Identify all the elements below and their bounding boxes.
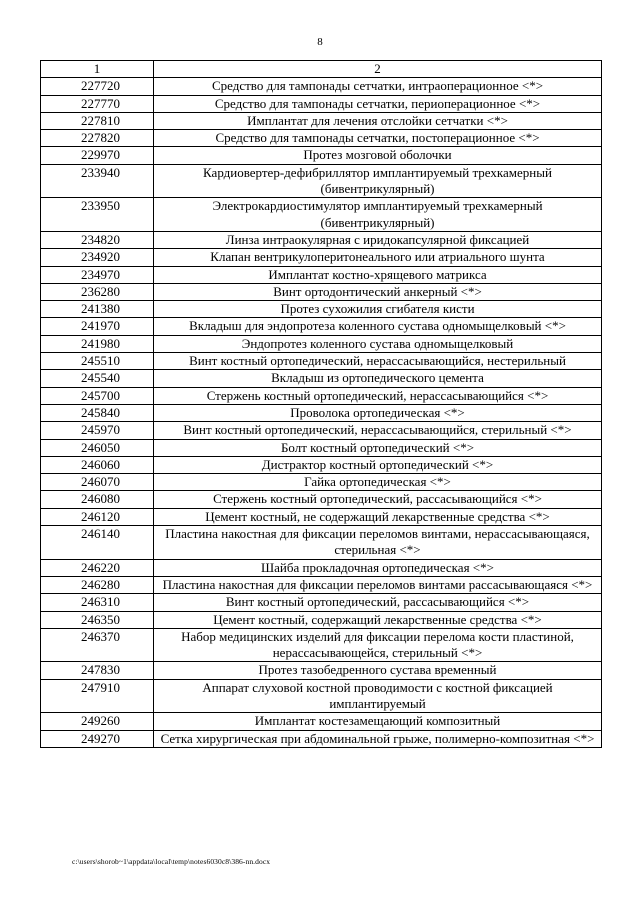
- column-header-name: 2: [154, 61, 602, 78]
- table-row: [41, 662, 602, 679]
- row-code: 249270: [41, 730, 154, 747]
- row-code: 227770: [41, 95, 154, 112]
- table-row: [41, 526, 602, 560]
- table-row: [41, 164, 602, 198]
- row-code: 229970: [41, 147, 154, 164]
- row-code: 245700: [41, 387, 154, 404]
- table-row: [41, 370, 602, 387]
- row-name: Средство для тампонады сетчатки, интраоперационное <*>: [154, 78, 602, 95]
- row-code: 249260: [41, 713, 154, 730]
- row-name: Средство для тампонады сетчатки, периоперационное <*>: [154, 95, 602, 112]
- row-name: Стержень костный ортопедический, рассасывающийся <*>: [154, 491, 602, 508]
- table-row: [41, 679, 602, 713]
- page-number: 8: [317, 36, 323, 48]
- row-code: 246310: [41, 594, 154, 611]
- row-code: 241970: [41, 318, 154, 335]
- row-code: 246080: [41, 491, 154, 508]
- table-row: [41, 198, 602, 232]
- table-row: [41, 730, 602, 747]
- row-name: Винт костный ортопедический, нерассасывающийся, нестерильный: [154, 353, 602, 370]
- column-header-code: 1: [41, 61, 154, 78]
- row-code: 233950: [41, 198, 154, 232]
- row-code: 234970: [41, 266, 154, 283]
- table-row: [41, 147, 602, 164]
- row-code: 247830: [41, 662, 154, 679]
- footer-file-path: c:\users\shorob~1\appdata\local\temp\notes6030c8\386-nn.docx: [72, 857, 271, 866]
- row-name: Кардиовертер-дефибриллятор имплантируемый трехкамерный (бивентрикулярный): [154, 164, 602, 198]
- row-name: Вкладыш для эндопротеза коленного сустава одномыщелковый <*>: [154, 318, 602, 335]
- row-name: Имплантат костезамещающий композитный: [154, 713, 602, 730]
- row-code: 241980: [41, 335, 154, 352]
- table-row: [41, 713, 602, 730]
- row-code: 246120: [41, 508, 154, 525]
- row-name: Винт костный ортопедический, нерассасывающийся, стерильный <*>: [154, 422, 602, 439]
- row-code: 227810: [41, 112, 154, 129]
- row-code: 246370: [41, 628, 154, 662]
- table-body: [41, 78, 602, 748]
- row-name: Линза интраокулярная с иридокапсулярной фиксацией: [154, 231, 602, 248]
- row-name: Пластина накостная для фиксации переломов винтами, нерассасывающаяся, стерильная <*>: [154, 526, 602, 560]
- table-row: [41, 387, 602, 404]
- row-code: 245540: [41, 370, 154, 387]
- table-row: [41, 474, 602, 491]
- row-name: Протез мозговой оболочки: [154, 147, 602, 164]
- table-row: [41, 130, 602, 147]
- table-row: [41, 353, 602, 370]
- row-code: 227820: [41, 130, 154, 147]
- row-code: 246140: [41, 526, 154, 560]
- row-code: 246070: [41, 474, 154, 491]
- row-code: 245510: [41, 353, 154, 370]
- row-name: Цемент костный, содержащий лекарственные средства <*>: [154, 611, 602, 628]
- table-row: [41, 404, 602, 421]
- row-name: Средство для тампонады сетчатки, постоперационное <*>: [154, 130, 602, 147]
- table-row: [41, 456, 602, 473]
- row-name: Сетка хирургическая при абдоминальной грыже, полимерно-композитная <*>: [154, 730, 602, 747]
- row-name: Болт костный ортопедический <*>: [154, 439, 602, 456]
- table-row: [41, 112, 602, 129]
- table-row: [41, 611, 602, 628]
- row-name: Электрокардиостимулятор имплантируемый трехкамерный (бивентрикулярный): [154, 198, 602, 232]
- table-row: [41, 231, 602, 248]
- row-code: 246050: [41, 439, 154, 456]
- row-name: Винт костный ортопедический, рассасывающийся <*>: [154, 594, 602, 611]
- table-row: [41, 491, 602, 508]
- row-name: Дистрактор костный ортопедический <*>: [154, 456, 602, 473]
- table-row: [41, 335, 602, 352]
- row-code: 246280: [41, 576, 154, 593]
- table-row: [41, 594, 602, 611]
- table-row: [41, 249, 602, 266]
- table-row: [41, 283, 602, 300]
- row-name: Проволока ортопедическая <*>: [154, 404, 602, 421]
- row-name: Шайба прокладочная ортопедическая <*>: [154, 559, 602, 576]
- row-name: Аппарат слуховой костной проводимости с костной фиксацией имплантируемый: [154, 679, 602, 713]
- row-name: Протез тазобедренного сустава временный: [154, 662, 602, 679]
- row-name: Набор медицинских изделий для фиксации перелома кости пластиной, нерассасывающейся, стерильный <*>: [154, 628, 602, 662]
- row-name: Эндопротез коленного сустава одномыщелковый: [154, 335, 602, 352]
- row-code: 234820: [41, 231, 154, 248]
- table-row: [41, 266, 602, 283]
- table-row: [41, 422, 602, 439]
- table-row: [41, 301, 602, 318]
- row-code: 247910: [41, 679, 154, 713]
- row-code: 246350: [41, 611, 154, 628]
- row-name: Вкладыш из ортопедического цемента: [154, 370, 602, 387]
- table-row: [41, 559, 602, 576]
- row-code: 233940: [41, 164, 154, 198]
- table-row: [41, 576, 602, 593]
- table-row: [41, 439, 602, 456]
- row-code: 236280: [41, 283, 154, 300]
- row-name: Стержень костный ортопедический, нерассасывающийся <*>: [154, 387, 602, 404]
- row-name: Пластина накостная для фиксации переломов винтами рассасывающаяся <*>: [154, 576, 602, 593]
- table-row: [41, 318, 602, 335]
- table-row: [41, 628, 602, 662]
- row-name: Протез сухожилия сгибателя кисти: [154, 301, 602, 318]
- implants-table: [40, 60, 602, 748]
- table-header-row: [41, 61, 602, 78]
- row-name: Имплантат костно-хрящевого матрикса: [154, 266, 602, 283]
- table-row: [41, 508, 602, 525]
- row-code: 241380: [41, 301, 154, 318]
- row-code: 245970: [41, 422, 154, 439]
- table-row: [41, 78, 602, 95]
- row-code: 246220: [41, 559, 154, 576]
- row-name: Винт ортодонтический анкерный <*>: [154, 283, 602, 300]
- row-code: 227720: [41, 78, 154, 95]
- table-row: [41, 95, 602, 112]
- row-code: 234920: [41, 249, 154, 266]
- row-name: Клапан вентрикулоперитонеального или атриального шунта: [154, 249, 602, 266]
- row-name: Имплантат для лечения отслойки сетчатки <*>: [154, 112, 602, 129]
- row-name: Цемент костный, не содержащий лекарственные средства <*>: [154, 508, 602, 525]
- row-name: Гайка ортопедическая <*>: [154, 474, 602, 491]
- row-code: 245840: [41, 404, 154, 421]
- row-code: 246060: [41, 456, 154, 473]
